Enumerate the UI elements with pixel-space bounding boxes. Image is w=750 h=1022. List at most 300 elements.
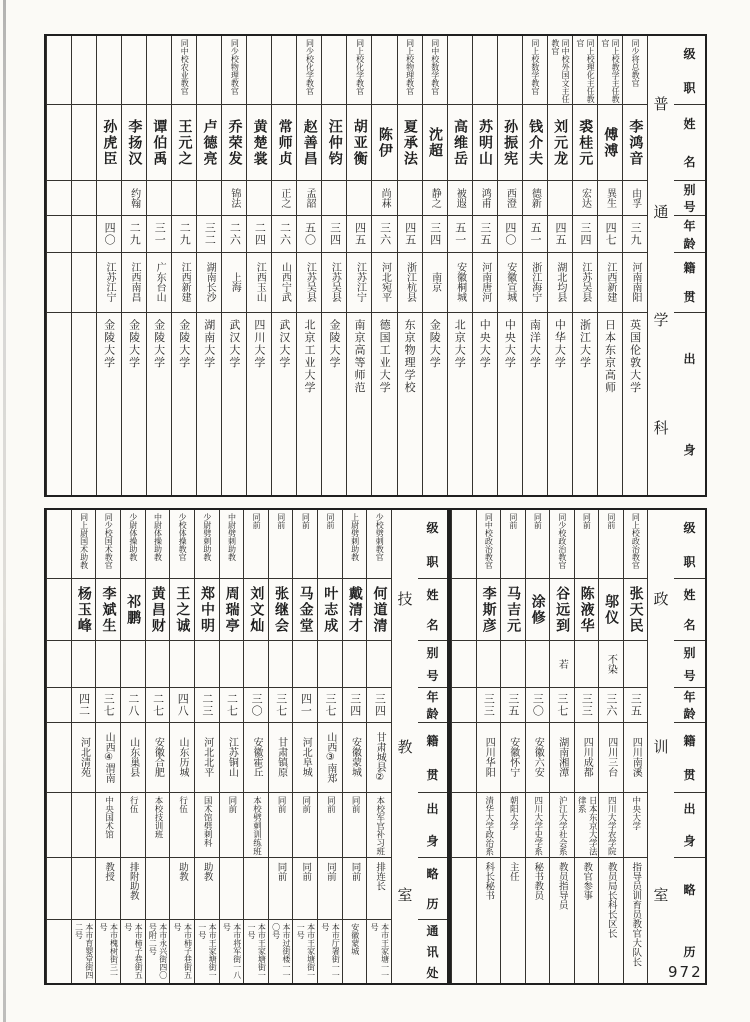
cell-native: 南京 [423,253,447,312]
table-title-column [647,36,674,495]
cell-age: 二九 [122,216,146,253]
cell-origin: 国术馆劈刺科 [195,793,219,858]
cell-name: 赵善昌 [297,105,321,180]
row-header-level: 级 职 [674,36,705,105]
cell-level: 同上校教学主任教官 [598,36,622,105]
cell-origin: 金陵大学 [102,318,116,369]
cell-history: 主任 [507,862,519,882]
cell-level [322,36,346,105]
cell-origin: 同前 [269,793,293,858]
cell-level: 同上校化学教官 [347,36,371,105]
person-column [96,36,121,495]
cell-name: 陈液华 [575,579,599,640]
row-header-level: 级 职 [674,510,705,579]
cell-name: 夏承法 [398,105,422,180]
person-column [243,510,268,983]
cell-address: 本市王家塘街一一号 [197,922,218,979]
person-column [121,36,146,495]
cell-native: 江西新建 [172,253,196,312]
cell-alias [452,641,476,689]
cell-alias [47,181,71,217]
cell-name: 卢德亮 [197,105,221,180]
row-header-age: 年 龄 [674,216,705,253]
cell-native: 江苏铜山 [220,723,244,792]
cell-alias [477,641,501,689]
cell-history: 教员指导员 [556,862,568,910]
cell-age [452,688,476,723]
cell-history [244,858,268,920]
cell-age: 二八 [121,688,145,723]
cell-native: 湖南长沙 [197,253,221,312]
cell-native: 安徽宣城 [498,253,522,312]
cell-level: 同少将总教官 [623,36,647,105]
cell-level: 上尉劈刺助教 [343,510,367,579]
cell-name: 叶志成 [318,579,342,640]
person-column [171,36,196,495]
row-header-column [674,36,705,495]
row-header-native: 籍 贯 [674,723,705,792]
cell-alias [147,181,171,217]
row-header-age: 年 龄 [674,688,705,723]
cell-name: 孙振宪 [498,105,522,180]
cell-level: 中尉劈刺助教 [220,510,244,579]
cell-native: 安徽霍丘 [244,723,268,792]
cell-native: 四川成都 [575,723,599,792]
cell-age: 三七 [550,688,574,723]
cell-name: 高维岳 [448,105,472,180]
cell-age: 三七 [318,688,342,723]
cell-history [72,858,96,920]
cell-origin: 北京工业大学 [302,318,316,394]
cell-address: 本市育婴堂街四二号 [74,922,94,979]
cell-level: 同前 [575,510,599,579]
cell-age: 三五 [624,688,648,723]
cell-age [72,216,96,253]
person-column [321,36,346,495]
cell-age: 二七 [220,688,244,723]
cell-name: 傅溥 [598,105,622,180]
cell-origin: 武汉大学 [227,318,241,369]
cell-alias: 锦法 [222,181,246,217]
person-column [366,510,391,983]
cell-history [452,858,476,983]
cell-age: 三六 [599,688,623,723]
person-column [497,36,522,495]
person-column [219,510,244,983]
cell-age: 二六 [222,216,246,253]
cell-alias: 被遐 [448,181,472,217]
cell-native: 浙江海宁 [523,253,547,312]
cell-age: 四二 [72,688,96,723]
cell-name [452,579,476,640]
person-column [447,36,472,495]
cell-name: 戴清才 [343,579,367,640]
cell-origin: 英国伦敦大学 [628,318,642,394]
person-column [95,510,120,983]
cell-native: 山东历城 [170,723,194,792]
cell-name: 何道清 [367,579,391,640]
cell-alias: 由孚 [623,181,647,217]
cell-level: 同中校外国文主任教官 [548,36,572,105]
cell-name: 李斯彦 [477,579,501,640]
cell-native: 湖北均县 [548,253,572,312]
cell-name: 张继会 [269,579,293,640]
cell-history [146,858,170,920]
cell-history: 教授 [96,858,120,920]
cell-age: 二九 [172,216,196,253]
table-title-column [391,510,418,983]
cell-origin: 清华大学政治系 [477,793,501,858]
cell-origin: 金陵大学 [328,318,341,369]
cell-age: 四五 [548,216,572,253]
person-column [146,36,171,495]
cell-address: 本市厅署街一一号 [320,922,341,979]
cell-name: 裘桂元 [573,105,597,180]
cell-name: 李斌生 [96,579,120,640]
cell-name: 常师贞 [272,105,296,180]
cell-level: 同上校政治教官 [624,510,648,579]
cell-alias [526,641,550,689]
cell-origin: 沪江大学社会系 [550,793,574,858]
cell-address: 本市将军街一八号 [222,922,242,979]
cell-native: 江苏吴县 [573,253,597,312]
cell-name: 马金堂 [293,579,317,640]
cell-origin: 同前 [220,793,244,858]
cell-level: 少校劈刺教官 [367,510,391,579]
cell-age: 五一 [448,216,472,253]
cell-age: 三七 [96,688,120,723]
cell-history: 排附助教 [121,858,145,920]
cell-history: 教官参事 [581,862,593,901]
cell-native: 河南南阳 [623,253,647,312]
cell-alias [47,641,71,689]
cell-level: 同上尉国术助教 [72,510,96,579]
cell-native [47,723,71,792]
cell-level [372,36,396,105]
person-column [549,510,574,983]
cell-alias [195,641,219,689]
row-header-address: 通 讯 处 [426,923,439,980]
cell-level [122,36,146,105]
person-column [397,36,422,495]
row-header-origin: 出 身 [683,351,696,457]
cell-name: 涂修 [526,579,550,640]
person-column [194,510,219,983]
cell-age: 四一 [293,688,317,723]
cell-age [47,216,71,253]
cell-name: 郑中明 [195,579,219,640]
cell-native: 河南唐河 [473,253,497,312]
person-column [120,510,145,983]
row-header-name: 姓 名 [674,105,705,180]
person-column [71,510,96,983]
cell-native: 河北阜城 [293,723,317,792]
cell-level [498,36,522,105]
cell-history: 科长秘书 [483,862,495,901]
cell-native: 河北宛平 [372,253,396,312]
cell-address: 本市柿子巷街五号 [173,922,193,979]
cell-origin [72,313,96,495]
row-header-name: 姓 名 [418,579,447,640]
row-header-column [674,510,705,983]
cell-level [272,36,296,105]
cell-origin: 四川大学史学系 [526,793,550,858]
cell-alias: 鸿甫 [473,181,497,217]
cell-alias [343,641,367,689]
general-subjects-table [44,34,707,497]
row-header-level: 级 职 [418,510,447,579]
row-header-native: 籍 贯 [674,253,705,312]
cell-origin: 北京大学 [453,318,467,369]
cell-alias: 若 [550,641,574,689]
cell-age: 三三 [477,688,501,723]
cell-age: 二七 [146,688,170,723]
cell-name: 王之诚 [170,579,194,640]
person-column [522,36,547,495]
row-header-history: 略 历 [418,858,447,919]
cell-native: 安徽合肥 [146,723,170,792]
person-column [292,510,317,983]
cell-level: 同上校数学教官 [523,36,547,105]
cell-level: 同少校政治教官 [550,510,574,579]
cell-history [220,858,244,920]
person-column [346,36,371,495]
cell-origin: 中央大学 [503,318,517,369]
cell-alias [96,641,120,689]
cell-native: 安徽六安 [526,723,550,792]
cell-name: 黄楚裳 [247,105,271,180]
cell-alias [398,181,422,217]
cell-age: 五〇 [297,216,321,253]
cell-age: 三四 [573,216,597,253]
cell-level: 同前 [269,510,293,579]
cell-origin: 武汉大学 [277,318,291,369]
cell-name: 苏明山 [473,105,497,180]
cell-name: 刘元龙 [548,105,572,180]
cell-alias [624,641,648,689]
cell-age: 四五 [347,216,371,253]
cell-name [47,579,71,640]
person-column [598,510,623,983]
cell-history: 同前 [269,858,293,920]
cell-native: 山西宁武 [272,253,296,312]
cell-native: 江西玉山 [247,253,271,312]
cell-address: 本市王家塘街一一号 [246,922,267,979]
row-header-alias: 别 号 [418,641,447,689]
cell-alias: 正之 [272,181,296,217]
cell-age: 三四 [423,216,447,253]
cell-level: 同前 [501,510,525,579]
empty-column [71,36,96,495]
cell-age: 四〇 [498,216,522,253]
cell-alias [121,641,145,689]
cell-name: 刘文灿 [244,579,268,640]
person-column [500,510,525,983]
row-header-history: 略 历 [683,882,696,960]
row-header-alias: 别 号 [674,641,705,689]
cell-origin: 四川大学农学院 [599,793,623,858]
person-column [476,510,501,983]
cell-level: 同少校化学教官 [297,36,321,105]
person-column [246,36,271,495]
person-column [547,36,572,495]
bottom-tables-band [44,508,707,985]
cell-level [72,36,96,105]
person-column [317,510,342,983]
cell-origin: 德国工业大学 [378,318,392,394]
page-number: 972 [668,963,703,981]
cell-age: 三六 [372,216,396,253]
cell-history: 教员局长科长区长 [605,862,617,939]
cell-address [47,920,71,983]
cell-level: 少校体操教官 [170,510,194,579]
table-title: 技 教 室 [397,589,413,905]
empty-column [46,36,71,495]
person-column [572,36,597,495]
cell-native: 四川三台 [599,723,623,792]
cell-history: 助教 [170,858,194,920]
cell-alias: 西澄 [498,181,522,217]
cell-native: 甘肃城县② [367,723,391,792]
person-column [525,510,550,983]
cell-origin [47,313,71,495]
row-header-column [418,510,447,983]
cell-origin: 中华大学 [553,318,567,369]
cell-native: 山西③南郑 [318,723,342,792]
cell-age [47,688,71,723]
cell-level [197,36,221,105]
cell-native [72,253,96,312]
cell-level: 同前 [526,510,550,579]
cell-alias [322,181,346,217]
cell-native: 浙江杭县 [398,253,422,312]
cell-native: 江苏江宁 [97,253,121,312]
cell-address: 本市永兴街四〇号附二号 [148,922,168,979]
cell-native: 山西④渭南 [96,723,120,792]
cell-name: 马吉元 [501,579,525,640]
empty-column [451,510,476,983]
cell-native: 江西南昌 [122,253,146,312]
cell-origin: 本校技训班 [146,793,170,858]
cell-history: 秘书教员 [532,862,544,901]
cell-origin: 同前 [318,793,342,858]
cell-native: 江苏吴县 [322,253,346,312]
cell-history: 指导员训育员教官大队长 [630,862,642,967]
person-column [342,510,367,983]
cell-origin: 湖南大学 [202,318,216,369]
cell-age: 四〇 [97,216,121,253]
cell-native [452,723,476,792]
cell-alias [97,181,121,217]
cell-alias: 静之 [423,181,447,217]
cell-name: 乔荣发 [222,105,246,180]
cell-history: 同前 [318,858,342,920]
cell-alias [269,641,293,689]
person-column [221,36,246,495]
person-column [622,36,647,495]
cell-age: 五一 [523,216,547,253]
cell-alias [575,641,599,689]
cell-alias [247,181,271,217]
cell-level [147,36,171,105]
book-binding-edge [3,0,6,1022]
cell-native: 江西新建 [598,253,622,312]
cell-address: 安徽蒙城 [350,922,360,955]
cell-level: 同中校政治教官 [477,510,501,579]
table-title: 普 通 学 科 [653,95,669,437]
cell-history: 排连长 [367,858,391,920]
cell-level: 少尉劈刺助教 [195,510,219,579]
cell-origin: 金陵大学 [428,318,442,369]
cell-level: 同前 [244,510,268,579]
cell-alias [220,641,244,689]
cell-origin: 金陵大学 [152,318,166,369]
cell-alias [318,641,342,689]
empty-column [46,510,71,983]
cell-native: 安徽蒙城 [343,723,367,792]
cell-level: 同中校农业教官 [172,36,196,105]
cell-level [97,36,121,105]
person-column [472,36,497,495]
cell-origin: 四川大学 [252,318,266,369]
cell-level: 同中校数学教官 [423,36,447,105]
cell-alias: 宏达 [573,181,597,217]
cell-alias [244,641,268,689]
cell-name: 邬仪 [599,579,623,640]
person-column [196,36,221,495]
cell-history [47,858,71,920]
cell-origin: 金陵大学 [127,318,141,369]
cell-native: 安徽桐城 [448,253,472,312]
row-header-origin: 出 身 [674,793,705,858]
person-column [422,36,447,495]
cell-native: 四川南溪 [624,723,648,792]
cell-origin: 日本东京高师 [603,318,617,394]
cell-age: 二六 [272,216,296,253]
cell-name: 李扬汉 [122,105,146,180]
cell-native: 江苏吴县 [297,253,321,312]
cell-alias [367,641,391,689]
cell-origin [452,793,476,858]
cell-age: 三四 [343,688,367,723]
cell-name: 李鸿音 [623,105,647,180]
cell-origin: 金陵大学 [177,318,191,369]
cell-alias: 尚菻 [372,181,396,217]
cell-origin [47,793,71,858]
cell-age: 三四 [322,216,346,253]
cell-level: 同少校物理教官 [222,36,246,105]
person-column [169,510,194,983]
cell-alias: 德新 [523,181,547,217]
cell-level: 少尉体操助教 [121,510,145,579]
cell-native: 安徽怀宁 [501,723,525,792]
cell-origin: 行伍 [121,793,145,858]
cell-level [47,510,71,579]
cell-name: 汪仲钧 [322,105,346,180]
cell-level: 同前 [599,510,623,579]
cell-name: 胡亚衡 [347,105,371,180]
cell-level [473,36,497,105]
cell-age: 三〇 [526,688,550,723]
cell-origin: 东京物理学校 [403,318,417,394]
cell-native [47,253,71,312]
cell-level [448,36,472,105]
cell-native: 河北清苑 [72,723,96,792]
person-column [271,36,296,495]
person-column [574,510,599,983]
cell-age: 三九 [623,216,647,253]
cell-name: 王元之 [172,105,196,180]
